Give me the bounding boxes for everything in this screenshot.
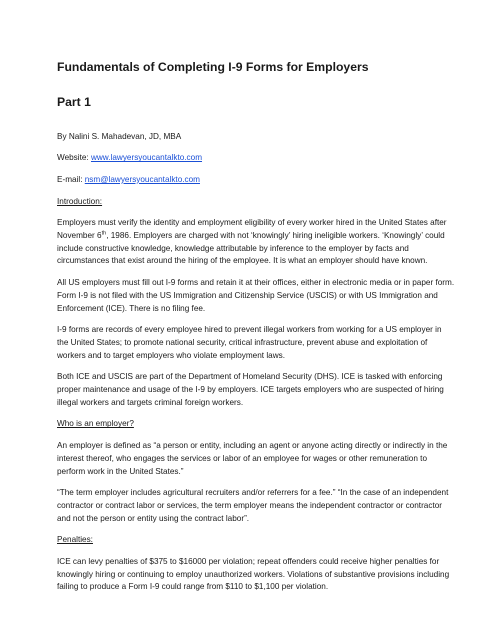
document-title: Fundamentals of Completing I-9 Forms for Employers — [57, 60, 369, 74]
email-line — [57, 174, 455, 187]
email-link[interactable]: nsm@lawyersyoucantalkto.com — [84, 174, 200, 184]
employer-paragraph-2: “The term employer includes agricultural recruiters and/or referrers for a fee.” “In the case of an independent contractor or contract labor or services, the term employer means the independent contractor or contractor and not the person or entity using the contract labor”. — [57, 488, 449, 523]
email-label: E-mail: — [57, 174, 85, 184]
intro-p1-superscript: th — [101, 230, 107, 237]
byline: By Nalini S. Mahadevan, JD, MBA — [57, 131, 182, 141]
penalties-paragraph-1: ICE can levy penalties of $375 to $16000 per violation; repeat offenders could receive higher penalties for knowingly hiring or continuing to employ unauthorized workers. Violations of substantive provisions including failing to produce a Form I-9 could range from $110 to $1,100 per violation. — [57, 557, 450, 592]
employer-heading: Who is an employer? — [57, 419, 134, 429]
employer-paragraph-1: An employer is defined as “a person or entity, including an agent or anyone acting directly or indirectly in the interest thereof, who engages the services or labor of an employee for wages or other remuneration to perform work in the United States.” — [57, 441, 448, 476]
intro-paragraph-2: All US employers must fill out I-9 forms and retain it at their offices, either in electronic media or in paper form. Form I-9 is not filed with the US Immigration and Citizenship Service (USCIS) or with US Immigration and Enforcement (ICE). There is no filing fee. — [57, 278, 455, 313]
intro-paragraph-4: Both ICE and USCIS are part of the Department of Homeland Security (DHS). ICE is tasked with enforcing proper maintenance and usage of the I-9 by employers. ICE targets employers who are suspected of hiring illegal workers and targets criminal foreign workers. — [57, 372, 444, 407]
website-label: Website: — [57, 153, 91, 163]
website-line — [57, 152, 455, 165]
document-part: Part 1 — [57, 95, 91, 110]
intro-paragraph-3: I-9 forms are records of every employee hired to prevent illegal workers from working for a US employer in the United States; to promote national security, critical infrastructure, prevent abuse and exploitation of workers and to target employers who violate employment laws. — [57, 325, 442, 360]
penalties-heading: Penalties: — [57, 535, 93, 545]
intro-heading: Introduction: — [57, 196, 103, 206]
intro-p1-text-b: , 1986. Employers are charged with not ‘knowingly’ hiring ineligible workers. ‘Knowingly’ could include constructive knowledge, knowledge attributable by inference to the employer by facts and circumstances that exist around the hiring of the employee. It is what an employer should have known. — [57, 231, 445, 266]
website-link[interactable]: www.lawyersyoucantalkto.com — [90, 153, 203, 163]
intro-paragraph-1 — [57, 217, 455, 268]
intro-p1-text-a: Employers must verify the identity and employment eligibility of every worker hired in the United States after November 6 — [57, 218, 447, 241]
